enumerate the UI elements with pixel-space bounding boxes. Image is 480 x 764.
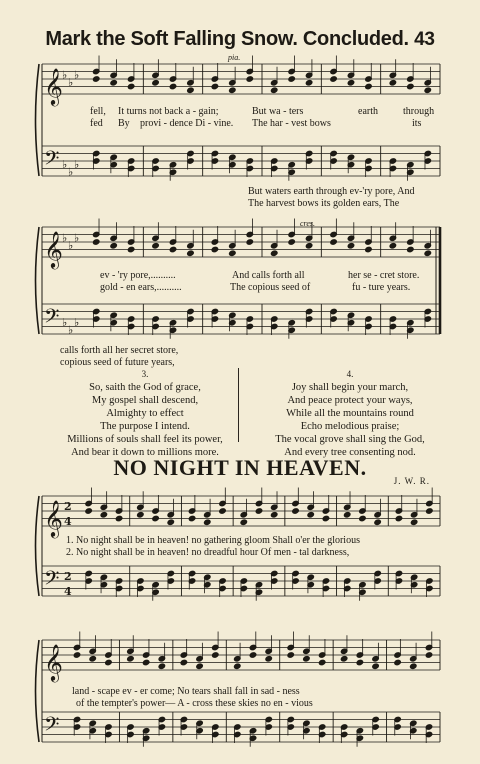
h1-treble-note: [322, 515, 329, 521]
h1-treble-note: [115, 515, 122, 521]
h2-treble-note: [425, 652, 432, 658]
verse-4-line: While all the mountains round: [286, 408, 414, 419]
h1-time-top: 2: [64, 570, 72, 583]
s2-treble-note: [152, 243, 159, 249]
s1-key-flat: ♭: [74, 157, 80, 171]
s2-treble-note: [187, 250, 194, 256]
s2-lyric1-b: And calls forth all: [232, 270, 305, 281]
verse-3-line: My gospel shall descend,: [91, 395, 199, 406]
h1-time-top: 2: [64, 500, 72, 513]
h2-treble-note: [127, 656, 134, 662]
h2-treble-note: [212, 652, 219, 658]
h2-treble-note: [287, 652, 294, 658]
s1-treble-note: [229, 87, 236, 93]
verse-3-line: Almighty to effect: [106, 408, 184, 419]
s2-treble-note: [211, 246, 218, 252]
h1-treble-note: [152, 515, 159, 521]
s2-treble-note: [93, 239, 100, 245]
h2-treble-note: [180, 659, 187, 665]
s1-treble-note: [169, 83, 176, 89]
s1-bass-clef: 𝄢: [44, 146, 60, 175]
s2-lyric2-a: gold - en ears,..........: [100, 282, 182, 293]
s2-key-flat: ♭: [68, 323, 74, 337]
s2-key-flat: ♭: [68, 238, 74, 252]
h2-lyric-1: 1. No night shall be in heaven! no gathering gloom Shall o'er the glorious: [66, 535, 360, 546]
h1-treble-clef: 𝄞: [44, 499, 63, 537]
h2-treble-note: [410, 663, 417, 669]
verse-4-line: And every tree consenting nod.: [284, 447, 416, 458]
s1-key-flat: ♭: [74, 68, 80, 82]
s2-lyric2-b: The copious seed of: [230, 282, 311, 293]
page-title: Mark the Soft Falling Snow. Concluded. 43: [45, 28, 435, 50]
hymn-title: NO NIGHT IN HEAVEN.: [113, 455, 367, 480]
h2-lyric-4: of the tempter's power— A - cross these skies no en - vious: [76, 698, 313, 709]
s2-key-flat: ♭: [74, 315, 80, 329]
h1-treble-note: [395, 515, 402, 521]
h2-treble-note: [356, 659, 363, 665]
verse-4-line: Joy shall begin your march,: [291, 382, 409, 393]
s1-treble-note: [211, 83, 218, 89]
s2-bass-clef: 𝄢: [44, 304, 60, 333]
h1-treble-note: [137, 512, 144, 518]
s2-under-bass-1: calls forth all her secret store,: [60, 345, 179, 356]
s1-treble-note: [187, 87, 194, 93]
h1-treble-note: [374, 519, 381, 525]
s1-lyric1-c: But wa - ters: [252, 106, 304, 117]
s1-key-flat: ♭: [62, 68, 68, 82]
verse-3: [50, 368, 240, 459]
s1-lyric1-d: earth: [358, 106, 378, 117]
h2-treble-clef: 𝄞: [44, 643, 63, 681]
h2-brace: [36, 640, 40, 742]
s1-treble-note: [93, 76, 100, 82]
s1-treble-note: [110, 80, 117, 86]
s1-treble-note: [305, 80, 312, 86]
h1-bass-clef: 𝄢: [44, 566, 60, 595]
h2-bass-clef: 𝄢: [44, 712, 60, 741]
h1-treble-note: [188, 515, 195, 521]
h1-time-bottom: 4: [64, 585, 72, 598]
s1-lyric2-c: provi - dence Di - vine.: [140, 118, 234, 129]
s1-treble-note: [246, 76, 253, 82]
s1-lyric2-a: fed: [90, 118, 103, 129]
s1-lyric1-e: through: [403, 106, 435, 117]
s1-lyric1-b: It turns not back a - gain;: [118, 106, 219, 117]
s1-under-bass-1: But waters earth through ev-'ry pore, And: [248, 186, 415, 197]
s1-treble-clef: 𝄞: [44, 67, 63, 105]
verse-4-number: 4.: [346, 369, 354, 379]
verse-4-line: And peace protect your ways,: [287, 395, 413, 406]
s1-treble-note: [365, 83, 372, 89]
page-number: 43: [414, 29, 435, 50]
h2-treble-note: [89, 656, 96, 662]
s1-key-flat: ♭: [68, 75, 74, 89]
s1-treble-note: [347, 80, 354, 86]
verse-4: [255, 368, 445, 459]
s1-treble-note: [271, 87, 278, 93]
h2-treble-note: [234, 663, 241, 669]
h2-lyric-3: land - scape ev - er come; No tears shall fall in sad - ness: [72, 686, 300, 697]
verse-3-line: Millions of souls shall feel its power,: [67, 434, 223, 445]
h2-treble-note: [303, 656, 310, 662]
h1-treble-note: [344, 512, 351, 518]
h1-treble-note: [255, 508, 262, 514]
h1-treble-note: [85, 508, 92, 514]
s2-treble-note: [229, 250, 236, 256]
h1-time-bottom: 4: [64, 515, 72, 528]
s2-under-bass-2: copious seed of future years,: [60, 357, 175, 368]
s1-treble-note: [288, 76, 295, 82]
s1-treble-note: [330, 76, 337, 82]
s1-lyric1-a: fell,: [90, 106, 106, 117]
verse-3-line: The purpose I intend.: [100, 421, 190, 432]
h2-treble-note: [73, 652, 80, 658]
h1-treble-note: [240, 519, 247, 525]
h2-treble-note: [394, 659, 401, 665]
s1-key-flat: ♭: [62, 157, 68, 171]
composer-credit: J. W. R.: [393, 476, 430, 486]
dynamic-pia: pia.: [228, 53, 241, 62]
h1-treble-note: [307, 512, 314, 518]
s1-treble-note: [152, 80, 159, 86]
s2-treble-note: [246, 239, 253, 245]
s2-treble-note: [330, 239, 337, 245]
s2-key-flat: ♭: [62, 231, 68, 245]
s1-treble-note: [127, 83, 134, 89]
s1-treble-note: [389, 80, 396, 86]
h1-treble-note: [167, 519, 174, 525]
s2-treble-note: [389, 243, 396, 249]
s2-treble-note: [305, 243, 312, 249]
s2-treble-note: [127, 246, 134, 252]
h1-treble-note: [271, 512, 278, 518]
h2-treble-note: [340, 656, 347, 662]
h1-treble-note: [292, 508, 299, 514]
s2-treble-note: [347, 243, 354, 249]
s2-treble-note: [424, 250, 431, 256]
s1-lyric2-e: its: [412, 118, 422, 129]
s1-treble-note: [407, 83, 414, 89]
s1-brace: [36, 64, 40, 176]
h2-treble-note: [318, 659, 325, 665]
s1-treble-note: [424, 87, 431, 93]
verse-divider: [238, 368, 239, 442]
h1-treble-note: [219, 508, 226, 514]
verse-4-line: Echo melodious praise;: [300, 421, 400, 432]
h1-treble-note: [359, 515, 366, 521]
h1-treble-note: [426, 508, 433, 514]
s2-brace: [36, 227, 40, 334]
s2-treble-note: [169, 246, 176, 252]
h1-treble-note: [410, 519, 417, 525]
h1-brace: [36, 496, 40, 596]
s2-treble-note: [365, 246, 372, 252]
verse-3-number: 3.: [141, 369, 149, 379]
verse-3-line: And bear it down to millions more.: [71, 447, 219, 458]
s2-treble-clef: 𝄞: [44, 230, 63, 268]
s2-key-flat: ♭: [74, 231, 80, 245]
s1-lyric2-d: The har - vest bows: [252, 118, 331, 129]
s2-key-flat: ♭: [62, 315, 68, 329]
s1-under-bass-2: The harvest bows its golden ears, The: [248, 198, 400, 209]
s2-lyric2-c: fu - ture years.: [352, 282, 411, 293]
verse-3-line: So, saith the God of grace,: [89, 382, 201, 393]
h1-treble-note: [100, 512, 107, 518]
s1-key-flat: ♭: [68, 165, 74, 179]
h2-treble-note: [249, 652, 256, 658]
s2-treble-note: [271, 250, 278, 256]
s2-lyric1-a: ev - 'ry pore,..........: [100, 270, 176, 281]
h1-treble-note: [204, 519, 211, 525]
dynamic-cres: cres.: [300, 219, 316, 228]
h2-treble-note: [142, 659, 149, 665]
h2-treble-note: [105, 659, 112, 665]
h2-treble-note: [372, 663, 379, 669]
h2-treble-note: [265, 656, 272, 662]
h2-treble-note: [158, 663, 165, 669]
s1-lyric2-b: By: [118, 118, 130, 129]
s2-treble-note: [288, 239, 295, 245]
h2-treble-note: [196, 663, 203, 669]
s2-lyric1-c: her se - cret store.: [348, 270, 420, 281]
verse-4-line: The vocal grove shall sing the God,: [275, 434, 425, 445]
h2-lyric-2: 2. No night shall be in heaven! no dreadful hour Of men - tal darkness,: [66, 547, 350, 558]
s2-treble-note: [110, 243, 117, 249]
s2-treble-note: [407, 246, 414, 252]
